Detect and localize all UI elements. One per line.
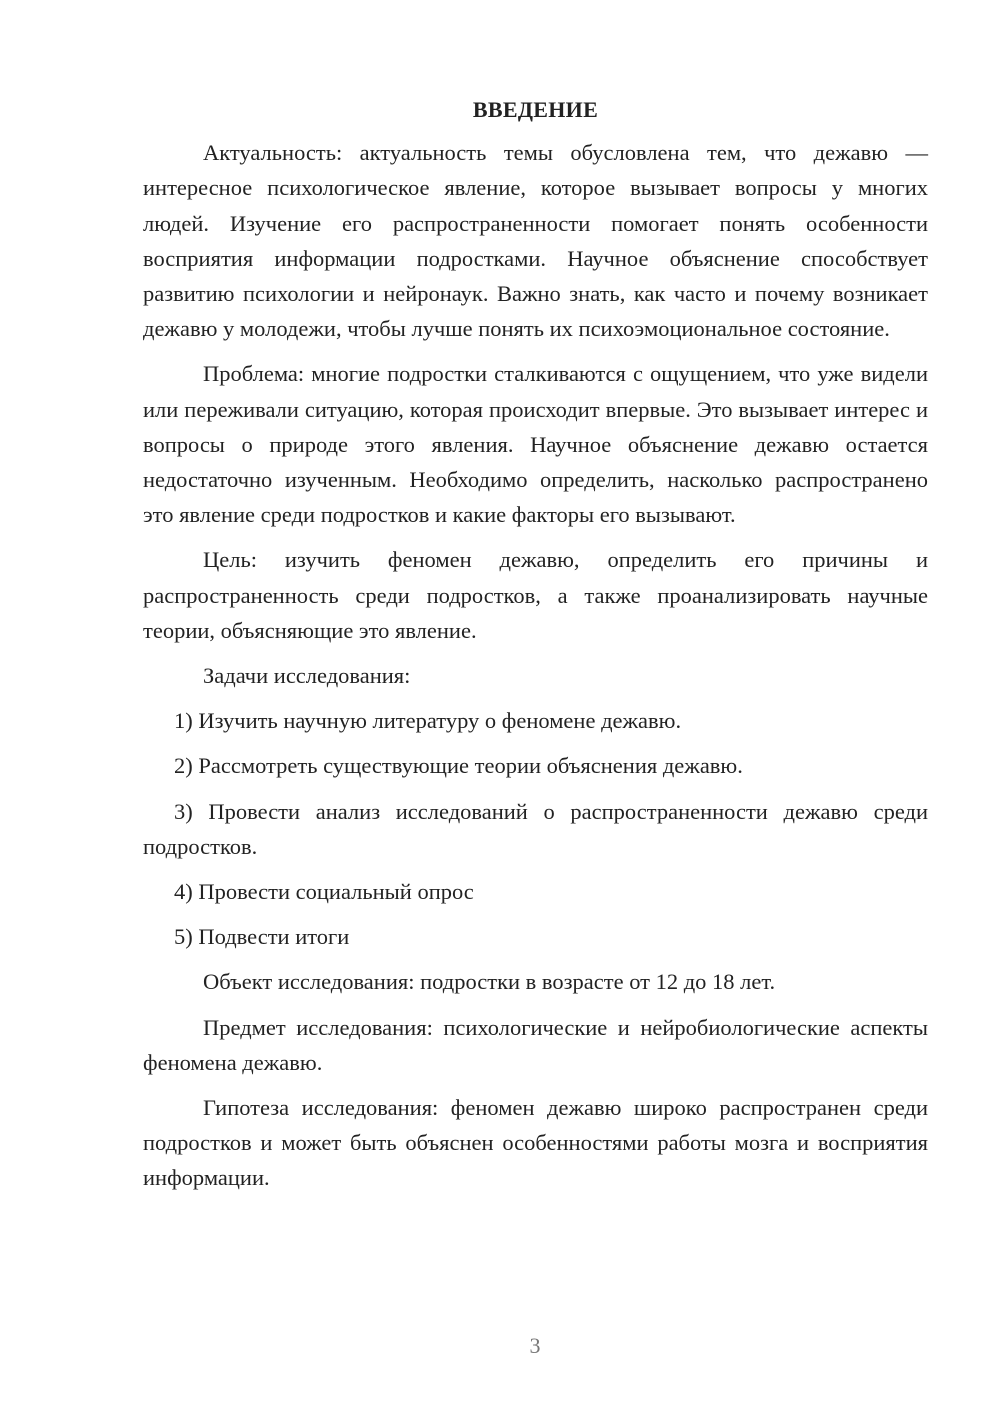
page-number: 3 <box>529 1333 541 1358</box>
hypothesis-paragraph: Гипотеза исследования: феномен дежавю широко распространен среди подростков и может быть объяснен особенностями работы мозга и восприятия информации. <box>143 1095 928 1191</box>
task-item-2: 2) Рассмотреть существующие теории объяснения дежавю. <box>174 753 743 779</box>
task-item-3: 3) Провести анализ исследований о распространенности дежавю среди подростков. <box>143 798 928 859</box>
problem-paragraph: Проблема: многие подростки сталкиваются с ощущением, что уже видели или переживали ситуацию, которая происходит впервые. Это вызывает интерес и вопросы о природе этого явления. Научное объяснение дежавю остается недостаточно изученным. Необходимо определить, насколько распространено это явление среди подростков и какие факторы его вызывают. <box>143 361 928 528</box>
relevance-paragraph: Актуальность: актуальность темы обусловлена тем, что дежавю — интересное психологическое явление, которое вызывает вопросы у многих людей. Изучение его распространенности помогает понять особенности восприятия информации подростками. Научное объяснение способствует развитию психологии и нейронаук. Важно знать, как часто и почему возникает дежавю у молодежи, чтобы лучше понять их психоэмоциональное состояние. <box>143 140 928 342</box>
task-item-1: 1) Изучить научную литературу о феномене дежавю. <box>174 708 682 734</box>
task-item-4: 4) Провести социальный опрос <box>174 879 474 905</box>
section-title: ВВЕДЕНИЕ <box>472 97 599 122</box>
subject-paragraph: Предмет исследования: психологические и нейробиологические аспекты феномена дежавю. <box>143 1014 928 1075</box>
task-item-5: 5) Подвести итоги <box>174 924 350 950</box>
goal-paragraph: Цель: изучить феномен дежавю, определить его причины и распространенность среди подростков, а также проанализировать научные теории, объясняющие это явление. <box>143 547 928 643</box>
page-body <box>143 92 928 1206</box>
object-paragraph: Объект исследования: подростки в возрасте от 12 до 18 лет. <box>203 969 776 995</box>
tasks-heading: Задачи исследования: <box>203 663 411 689</box>
